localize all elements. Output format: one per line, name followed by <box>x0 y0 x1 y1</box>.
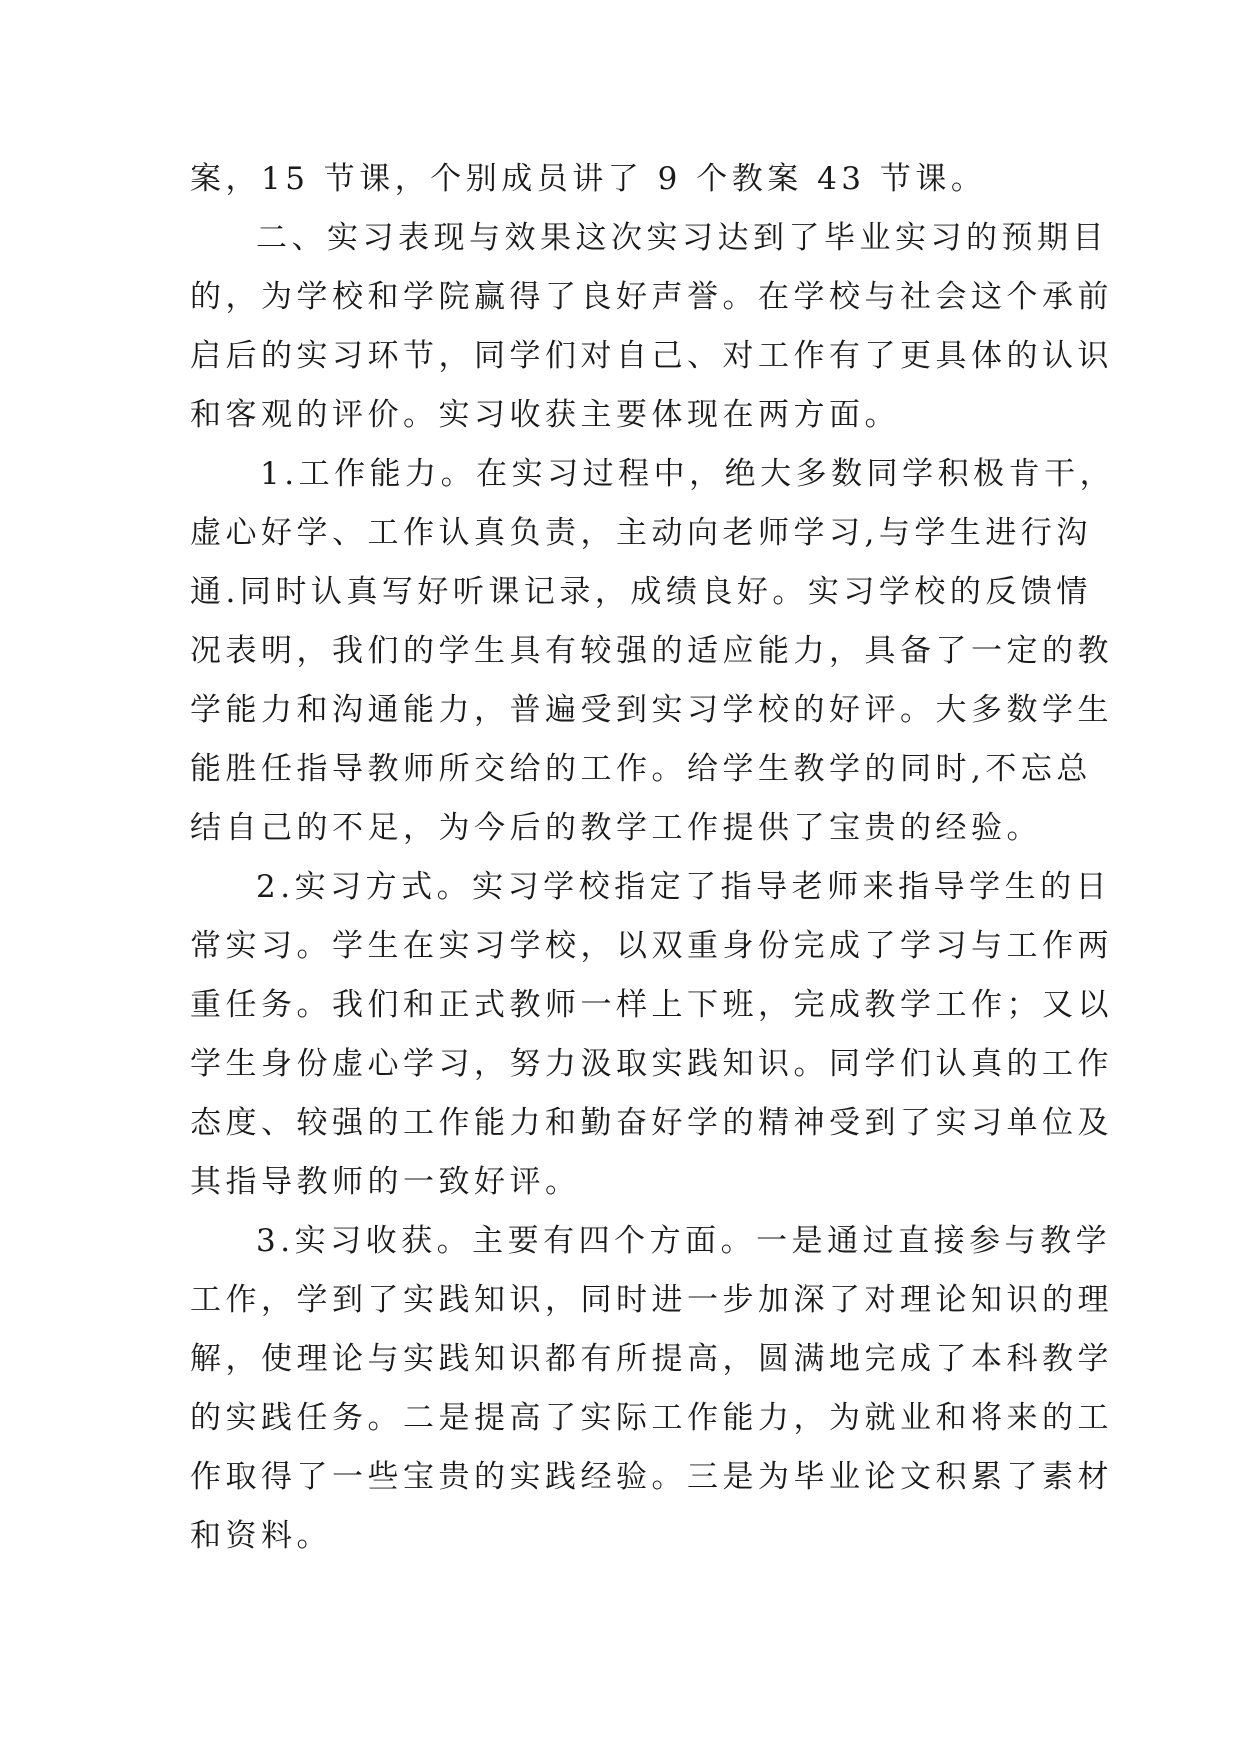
paragraph-internship-gains <box>190 1223 1113 1554</box>
paragraph-internship-mode <box>190 869 1113 1200</box>
document-body <box>190 161 1116 1579</box>
text-line: 能胜任指导教师所交给的工作。给学生教学的同时,不忘总 <box>190 751 1092 787</box>
text-line: 常实习。学生在实习学校，以双重身份完成了学习与工作两 <box>190 928 1113 964</box>
text-line: 况表明，我们的学生具有较强的适应能力，具备了一定的教 <box>190 633 1113 669</box>
text-line: 案，15 节课，个别成员讲了 9 个教案 43 节课。 <box>190 161 987 197</box>
text-line: 的实践任务。二是提高了实际工作能力，为就业和将来的工 <box>190 1400 1113 1436</box>
paragraph-work-ability <box>190 456 1116 846</box>
paragraph-continuation <box>190 163 1056 195</box>
text-line: 和客观的评价。实习收获主要体现在两方面。 <box>190 397 900 433</box>
text-line: 学生身份虚心学习，努力汲取实践知识。同学们认真的工作 <box>190 1046 1113 1082</box>
text-line: 二、实习表现与效果这次实习达到了毕业实习的预期目 <box>256 220 1108 256</box>
text-line: 虚心好学、工作认真负责，主动向老师学习,与学生进行沟 <box>190 515 1092 551</box>
paragraph-section-two <box>190 220 1113 433</box>
text-line: 其指导教师的一致好评。 <box>190 1164 581 1200</box>
text-line: 重任务。我们和正式教师一样上下班，完成教学工作；又以 <box>190 987 1113 1023</box>
text-line: 工作，学到了实践知识，同时进一步加深了对理论知识的理 <box>190 1282 1113 1318</box>
text-line: 2.实习方式。实习学校指定了指导老师来指导学生的日 <box>256 869 1112 905</box>
text-line: 学能力和沟通能力，普遍受到实习学校的好评。大多数学生 <box>190 692 1113 728</box>
text-line: 解，使理论与实践知识都有所提高，圆满地完成了本科教学 <box>190 1341 1113 1377</box>
text-line: 启后的实习环节，同学们对自己、对工作有了更具体的认识 <box>190 338 1113 374</box>
text-line: 结自己的不足，为今后的教学工作提供了宝贵的经验。 <box>190 810 1042 846</box>
text-line: 的，为学校和学院赢得了良好声誉。在学校与社会这个承前 <box>190 279 1113 315</box>
text-line: 1.工作能力。在实习过程中，绝大多数同学积极肯干， <box>260 456 1116 492</box>
text-line: 通.同时认真写好听课记录，成绩良好。实习学校的反馈情 <box>190 574 1092 610</box>
text-line: 态度、较强的工作能力和勤奋好学的精神受到了实习单位及 <box>190 1105 1113 1141</box>
text-line: 和资料。 <box>190 1518 332 1554</box>
text-line: 3.实习收获。主要有四个方面。一是通过直接参与教学 <box>256 1223 1112 1259</box>
text-line: 作取得了一些宝贵的实践经验。三是为毕业论文积累了素材 <box>190 1459 1113 1495</box>
